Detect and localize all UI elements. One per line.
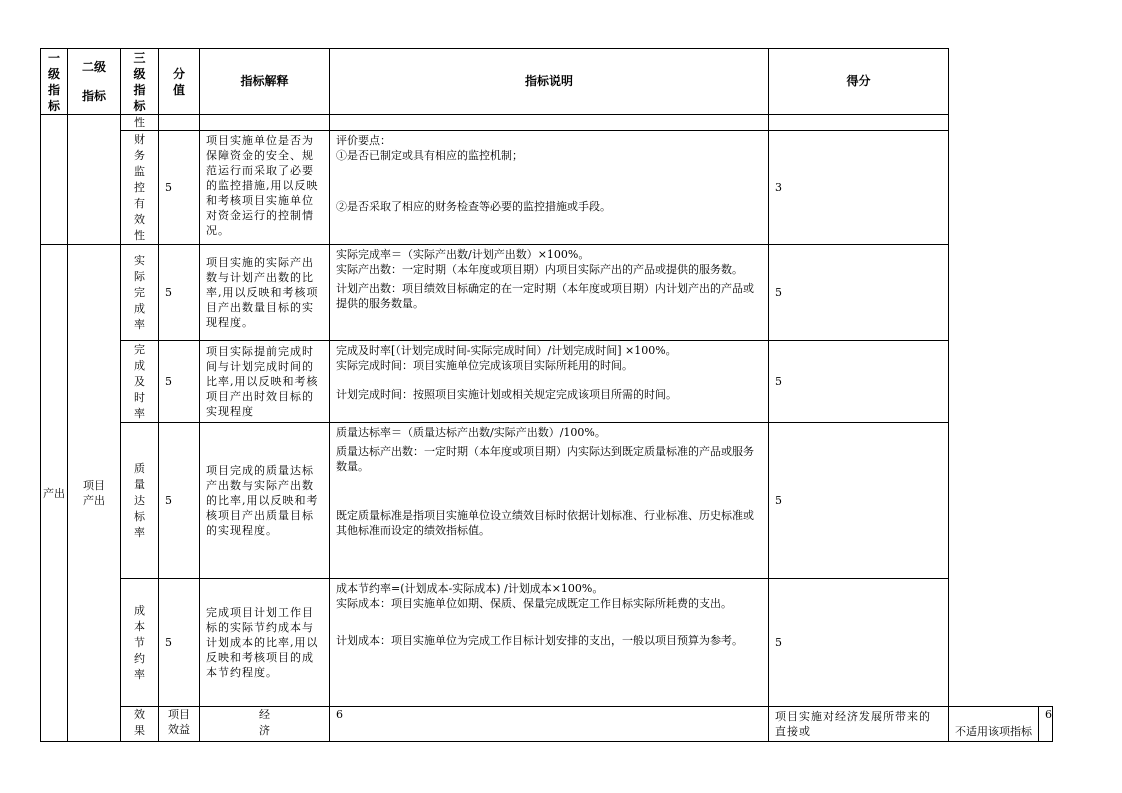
description-cell: 成本节约率=(计划成本-实际成本) /计划成本×100%。 实际成本：项目实施单位如期、保质、保量完成既定工作目标实际所耗费的支出。 计划成本：项目实施单位为完成工作目标计划安排的支出，一般以项目预算为参考。	[330, 579, 769, 707]
score-value-cell: 5	[159, 579, 200, 707]
explanation-cell: 完成项目计划工作目标的实际节约成本与计划成本的比率,用以反映和考核项目的成本节约程度。	[200, 579, 330, 707]
explanation-cell: 项目实施对经济发展所带来的直接或	[769, 707, 949, 742]
level1-cell: 产出	[41, 245, 68, 742]
score-value-cell: 6	[330, 707, 769, 742]
description-cell: 评价要点： ①是否已制定或具有相应的监控机制； ②是否采取了相应的财务检查等必要的监控措施或手段。	[330, 131, 769, 245]
score-cell: 5	[769, 579, 949, 707]
score-value-cell: 5	[159, 131, 200, 245]
level3-cell: 财务监控有效性	[121, 131, 159, 245]
score-cell: 5	[769, 341, 949, 423]
header-description: 指标说明	[330, 49, 769, 115]
header-level3: 三级指标	[121, 49, 159, 115]
header-explanation: 指标解释	[200, 49, 330, 115]
description-cell: 实际完成率＝（实际产出数/计划产出数）×100%。 实际产出数：一定时期（本年度或项目期）内项目实际产出的产品或提供的服务数。 计划产出数：项目绩效目标确定的在一定时期（本年度或项目期）内计划产出的产品或提供的服务数量。	[330, 245, 769, 341]
score-value-cell: 5	[159, 423, 200, 579]
explanation-cell: 项目完成的质量达标产出数与实际产出数的比率,用以反映和考核项目产出质量目标的实现程度。	[200, 423, 330, 579]
explanation-cell: 项目实施的实际产出数与计划产出数的比率,用以反映和考核项目产出数量目标的实现程度。	[200, 245, 330, 341]
header-row	[41, 49, 1053, 115]
level2-cell: 项目效益	[159, 707, 200, 742]
header-level1: 一级指标	[41, 49, 68, 115]
description-cell: 质量达标率＝（质量达标产出数/实际产出数）/100%。 质量达标产出数：一定时期（本年度或项目期）内实际达到既定质量标准的产品或服务数量。 既定质量标准是指项目实施单位设立绩效目标时依据计划标准、行业标准、历史标准或其他标准而设定的绩效指标值。	[330, 423, 769, 579]
level3-cell: 完成及时率	[121, 341, 159, 423]
table-row	[41, 707, 1053, 742]
score-value-cell: 5	[159, 245, 200, 341]
description-cell: 完成及时率[（计划完成时间-实际完成时间）/计划完成时间] ×100%。 实际完成时间：项目实施单位完成该项目实际所耗用的时间。 计划完成时间：按照项目实施计划或相关规定完成该项目所需的时间。	[330, 341, 769, 423]
table-row	[41, 423, 1053, 579]
score-cell: 6	[1039, 707, 1053, 742]
level3-cell: 成本节约率	[121, 579, 159, 707]
level3-cell: 质量达标率	[121, 423, 159, 579]
header-score: 得分	[769, 49, 949, 115]
level3-cell: 经济	[200, 707, 330, 742]
table-row	[41, 341, 1053, 423]
indicator-table	[40, 48, 1053, 742]
level3-cell: 性	[121, 115, 159, 131]
score-cell: 3	[769, 131, 949, 245]
explanation-cell: 项目实施单位是否为保障资金的安全、规范运行而采取了必要的监控措施,用以反映和考核项目实施单位对资金运行的控制情况。	[200, 131, 330, 245]
description-cell: 不适用该项指标	[949, 707, 1039, 742]
explanation-cell: 项目实际提前完成时间与计划完成时间的比率,用以反映和考核项目产出时效目标的实现程度	[200, 341, 330, 423]
table-row	[41, 245, 1053, 341]
score-value-cell: 5	[159, 341, 200, 423]
score-cell: 5	[769, 245, 949, 341]
table-row	[41, 579, 1053, 707]
level3-cell: 实际完成率	[121, 245, 159, 341]
level1-cell: 效果	[121, 707, 159, 742]
table-row	[41, 131, 1053, 245]
header-level2: 二级 指标	[68, 49, 121, 115]
table-row	[41, 115, 1053, 131]
level2-cell: 项目产出	[68, 245, 121, 742]
header-score-value: 分值	[159, 49, 200, 115]
score-cell: 5	[769, 423, 949, 579]
